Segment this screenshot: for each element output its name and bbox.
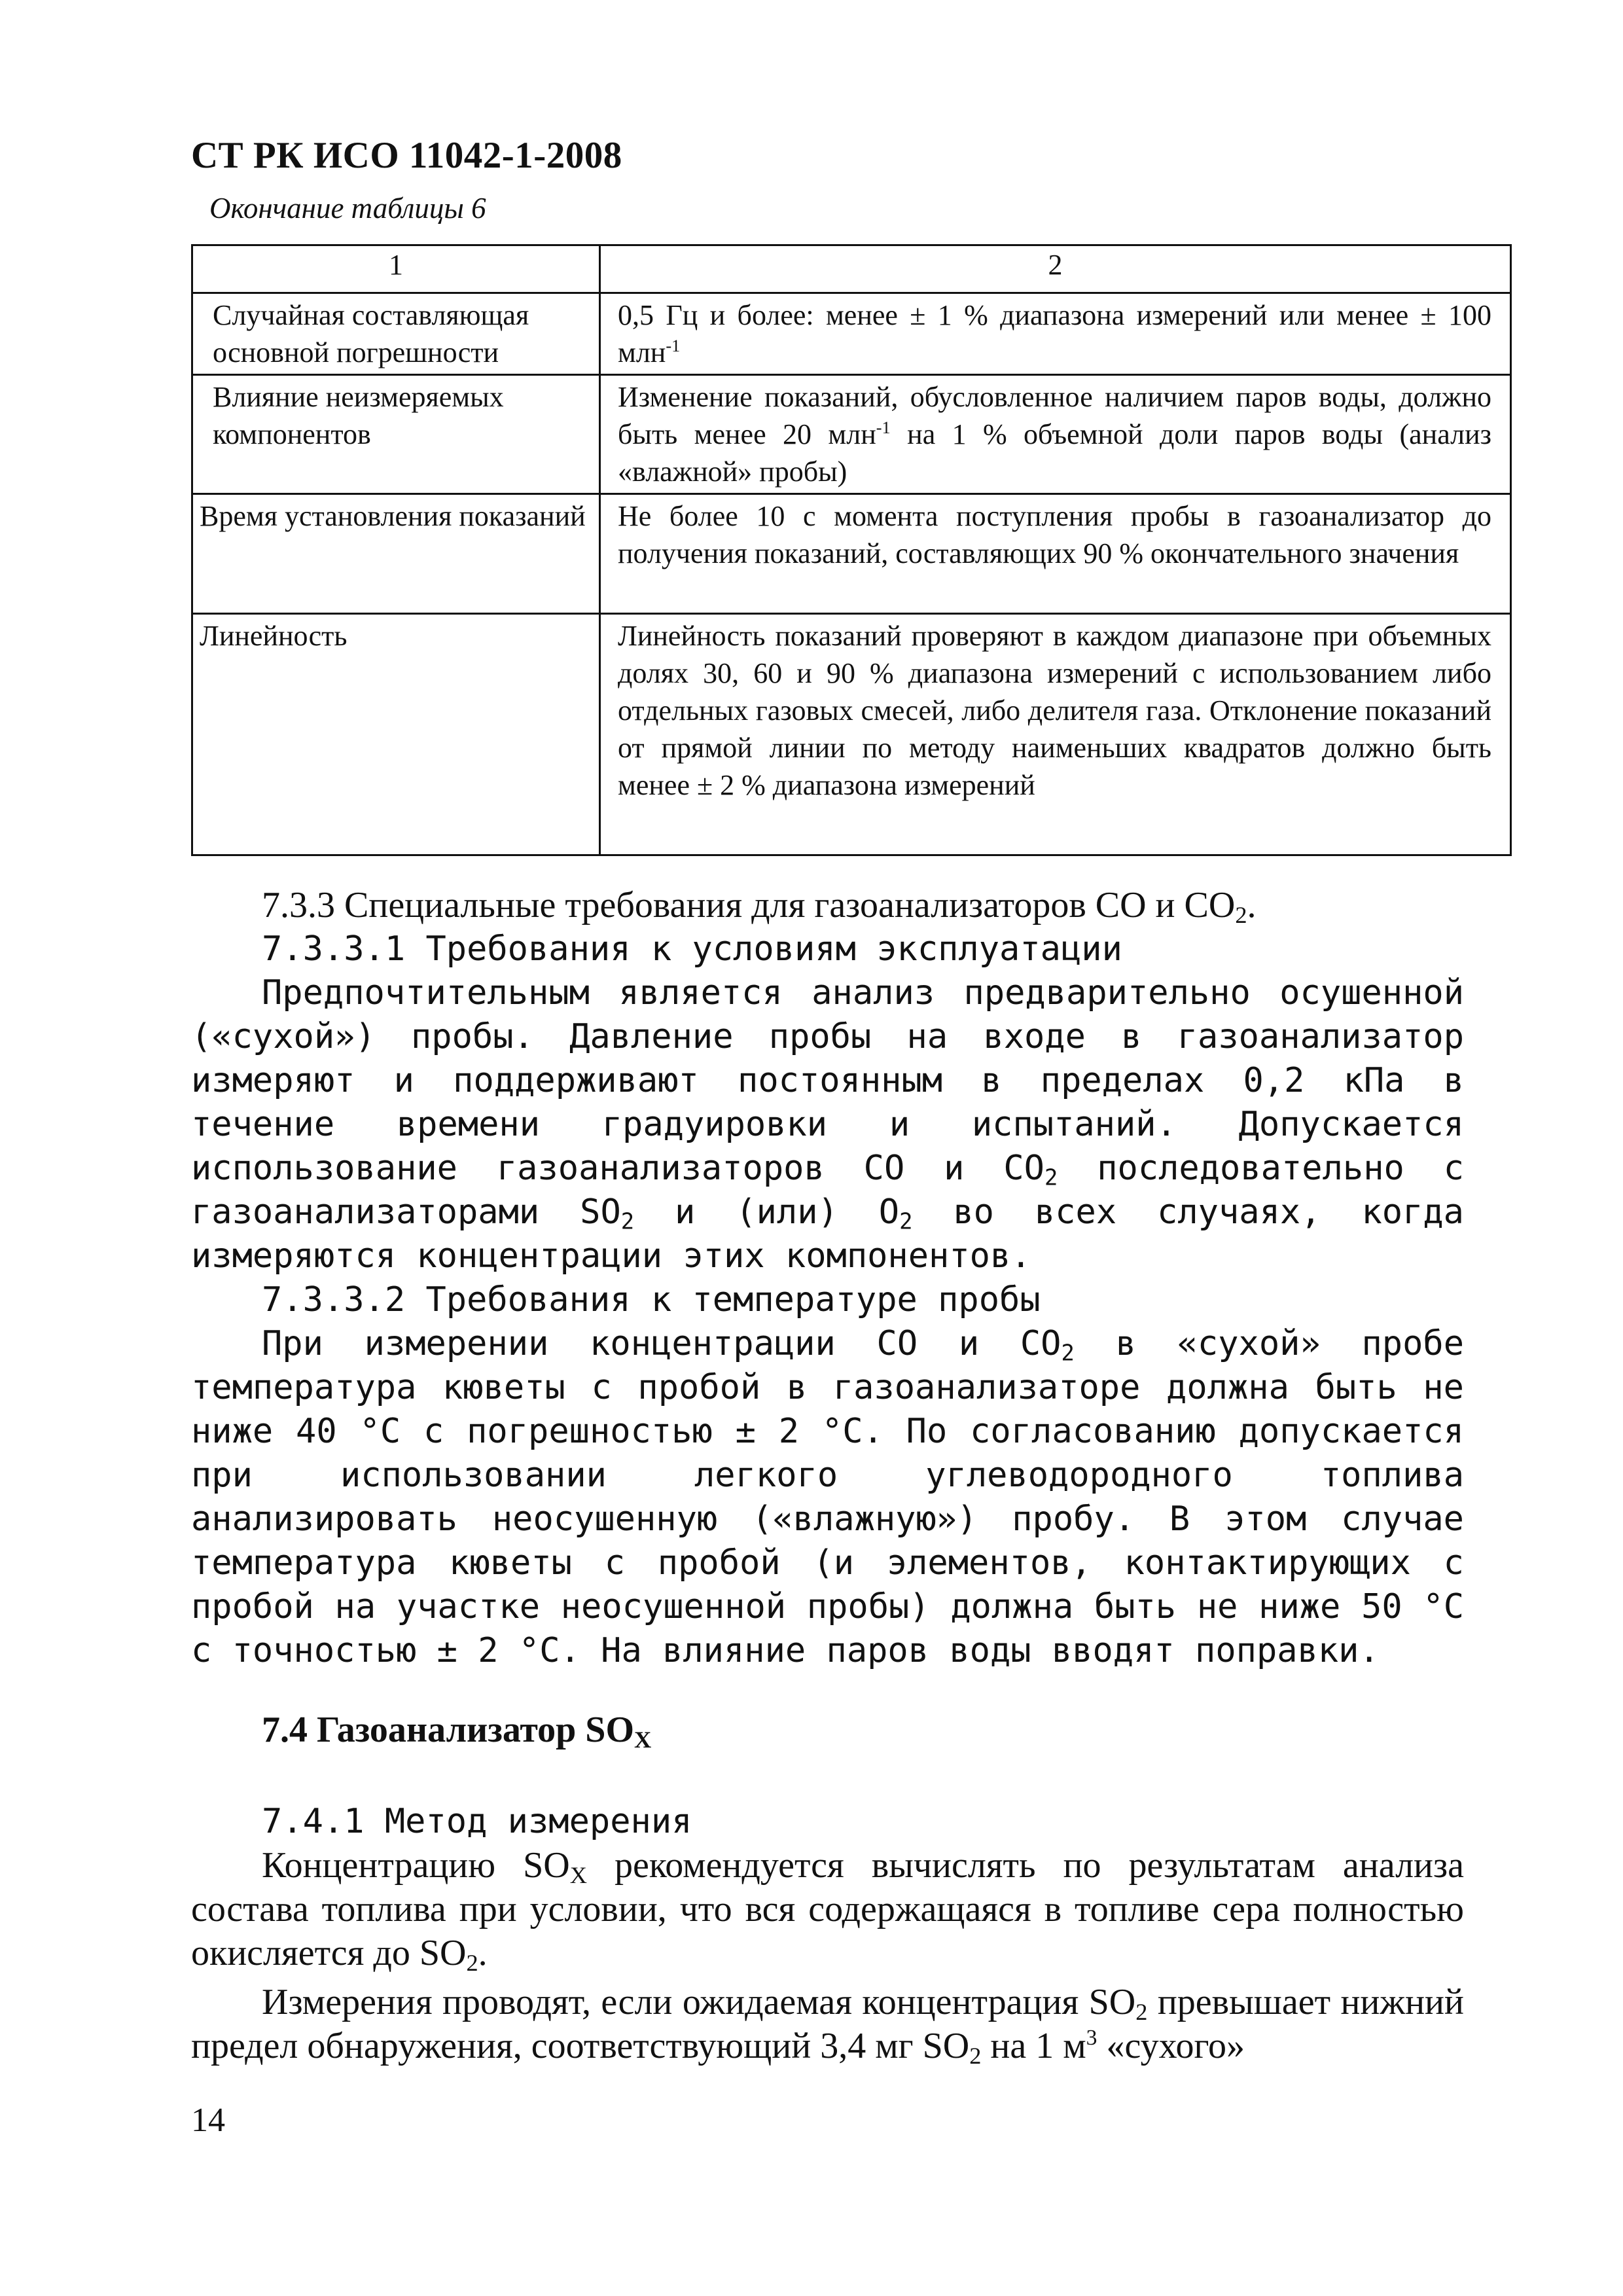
section-7-3-3-title: 7.3.3 Специальные требования для газоанализаторов СО и $СО_2$. <box>262 885 1257 929</box>
table-cell-value: Линейность показаний проверяют в каждом диапазоне при объемных долях 30, 60 и 90 % диапазона измерений с использованием либо отдельных газовых смесей, либо делителя газа. Отклонение показаний от прямой линии по методу наименьших квадратов должно быть менее ± 2 % диапазона измерений <box>618 620 1491 801</box>
section-7-4 <box>191 1708 1464 1752</box>
section-7-4-1-paragraph-2: Измерения проводят, если ожидаемая концентрация $SO_2$ превышает нижний предел обнаружения, соответствующий 3,4 мг $SO_2$ на 1 $м^3$ «сухого» <box>191 1982 1464 2070</box>
table-row <box>192 614 1511 855</box>
table-row <box>192 375 1511 494</box>
section-7-4-title: 7.4 Газоанализатор $SO_X$ <box>262 1710 652 1753</box>
section-7-4-1-title: 7.4.1 Метод измерения <box>262 1802 692 1841</box>
section-7-3-3-1-title: 7.3.3.1 Требования к условиям эксплуатации <box>262 929 1122 969</box>
table-row <box>192 293 1511 375</box>
section-7-3-3-2-paragraph: При измерении концентрации СО и $СО_2$ в «сухой» пробе температура кюветы с пробой в газоанализаторе должна быть не ниже 40 °С с погрешностью ± 2 °С. По согласованию допускается при использовании легкого углеводородного топлива анализировать неосушенную («влажную») пробу. В этом случае температура кюветы с пробой (и элементов, контактирующих с пробой на участке неосушенной пробы) должна быть не ниже 50 °С с точностью ± 2 °С. На влияние паров воды вводят поправки. <box>191 1324 1465 1670</box>
column-number-1: 1 <box>192 245 600 293</box>
section-7-4-1 <box>191 1800 1464 2068</box>
section-7-3-3-2-title: 7.3.3.2 Требования к температуре пробы <box>262 1280 1041 1319</box>
table-cell-parameter: Случайная составляющая основной погрешности <box>213 299 529 368</box>
table-caption: Окончание таблицы 6 <box>209 192 486 224</box>
table-header-row <box>192 245 1511 293</box>
table-cell-parameter: Линейность <box>200 620 348 652</box>
table-cell-parameter: Время установления показаний <box>200 500 586 532</box>
document-code: СТ РК ИСО 11042-1-2008 <box>191 135 622 176</box>
column-number-2: 2 <box>600 245 1511 293</box>
table-cell-value: Не более 10 с момента поступления пробы в газоанализатор до получения показаний, составляющих 90 % окончательного значения <box>618 500 1491 569</box>
section-7-4-1-paragraph-1: Концентрацию $SO_X$ рекомендуется вычислять по результатам анализа состава топлива при условии, что вся содержащаяся в топливе сера полностью окисляется до $SO_2$. <box>191 1845 1464 1977</box>
requirements-table <box>191 244 1512 856</box>
section-7-3-3-1-paragraph: Предпочтительным является анализ предварительно осушенной («сухой») пробы. Давление пробы на входе в газоанализатор измеряют и поддерживают постоянным в пределах 0,2 кПа в течение времени градуировки и испытаний. Допускается использование газоанализаторов СО и $СО_2$ последовательно с газоанализаторами $SO_2$ и (или) $O_2$ во всех случаях, когда измеряются концентрации этих компонентов. <box>191 973 1464 1276</box>
page-number: 14 <box>191 2102 225 2139</box>
section-7-3-3 <box>191 884 1464 1673</box>
table-cell-parameter: Влияние неизмеряемых компонентов <box>213 381 504 450</box>
table-cell-value: Изменение показаний, обусловленное наличием паров воды, должно быть менее 20 млн$^{-1}$ на 1 % объемной доли паров воды (анализ «влажной» пробы) <box>618 381 1491 488</box>
table-cell-value: 0,5 Гц и более: менее ± 1 % диапазона измерений или менее ± 100 млн$^{-1}$ <box>618 299 1491 368</box>
table-row <box>192 494 1511 614</box>
